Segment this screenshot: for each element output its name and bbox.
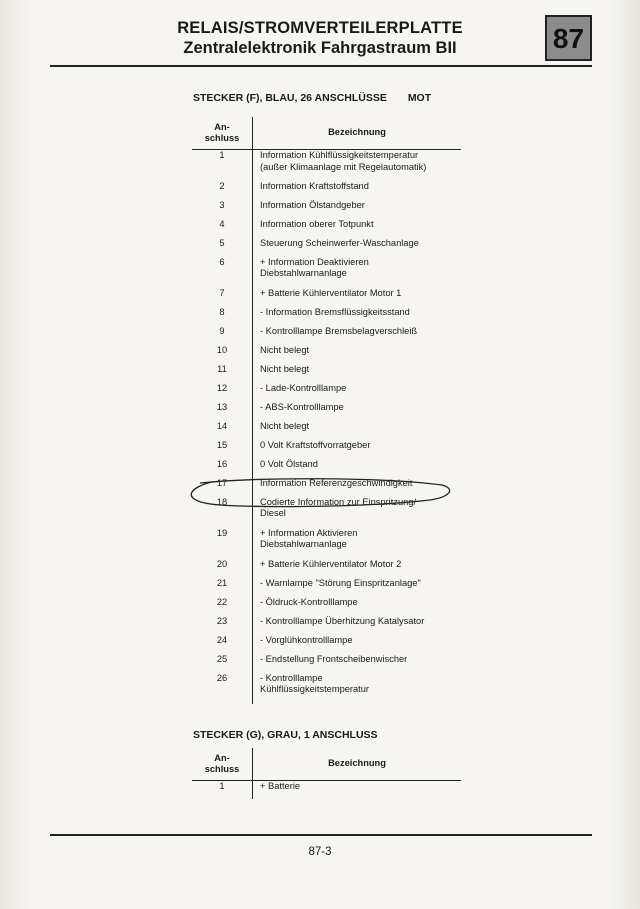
table-row xyxy=(192,257,461,288)
connection-number: 24 xyxy=(192,635,253,654)
connection-description: + Batterie Kühlerventilator Motor 2 xyxy=(260,558,402,569)
table-row xyxy=(192,181,461,200)
connection-number: 8 xyxy=(192,307,253,326)
connection-description: Information oberer Totpunkt xyxy=(260,218,374,229)
connection-description: - Information Bremsflüssigkeitsstand xyxy=(260,306,410,317)
table-row xyxy=(192,238,461,257)
table-row xyxy=(192,307,461,326)
connection-description: Codierte Information zur Einspritzung/ Diesel xyxy=(260,496,417,518)
table-row xyxy=(192,345,461,364)
connection-number: 23 xyxy=(192,616,253,635)
connection-number: 20 xyxy=(192,559,253,578)
table-row xyxy=(192,440,461,459)
table-row xyxy=(192,219,461,238)
connection-number: 18 xyxy=(192,497,253,528)
connection-description: - ABS-Kontrolllampe xyxy=(260,401,344,412)
connection-number: 7 xyxy=(192,288,253,307)
connection-description: Nicht belegt xyxy=(260,420,310,431)
table-row xyxy=(192,150,461,181)
connection-number: 1 xyxy=(192,781,253,800)
section-f-tag: MOT xyxy=(407,92,432,104)
connection-number: 21 xyxy=(192,578,253,597)
section-f-title xyxy=(193,92,431,104)
column-header-connection-label: An- schluss xyxy=(204,122,240,143)
table-row xyxy=(192,781,461,800)
table-row xyxy=(192,326,461,345)
table-row xyxy=(192,288,461,307)
connection-number: 2 xyxy=(192,181,253,200)
connection-number: 13 xyxy=(192,402,253,421)
connection-description: 0 Volt Kraftstoffvorratgeber xyxy=(260,439,371,450)
connection-description: Information Referenzgeschwindigkeit xyxy=(260,477,413,488)
connection-description: Steuerung Scheinwerfer-Waschanlage xyxy=(260,237,419,248)
connection-description: - Öldruck-Kontrolllampe xyxy=(260,596,358,607)
connector-f-rows xyxy=(192,150,461,704)
connection-description: Information Ölstandgeber xyxy=(260,199,365,210)
connection-number: 5 xyxy=(192,238,253,257)
connection-description: - Vorglühkontrolllampe xyxy=(260,634,353,645)
page-title: RELAIS/STROMVERTEILERPLATTE xyxy=(177,19,463,37)
column-header-connection xyxy=(192,117,253,150)
table-row xyxy=(192,673,461,704)
table-row xyxy=(192,459,461,478)
connection-number: 10 xyxy=(192,345,253,364)
connection-number: 6 xyxy=(192,257,253,288)
connection-description: 0 Volt Ölstand xyxy=(260,458,318,469)
connection-number: 17 xyxy=(192,478,253,497)
table-row xyxy=(192,578,461,597)
table-row xyxy=(192,616,461,635)
connection-number: 4 xyxy=(192,219,253,238)
section-f-heading: STECKER (F), BLAU, 26 ANSCHLÜSSE xyxy=(193,92,387,104)
table-row xyxy=(192,654,461,673)
connection-description: Nicht belegt xyxy=(260,363,310,374)
table-row xyxy=(192,421,461,440)
header-divider xyxy=(50,65,592,67)
table-row xyxy=(192,364,461,383)
footer-divider xyxy=(50,834,592,836)
connection-description: - Kontrolllampe Bremsbelagverschleiß xyxy=(260,325,418,336)
table-row xyxy=(192,528,461,559)
connection-number: 22 xyxy=(192,597,253,616)
column-header-description: Bezeichnung xyxy=(253,117,462,150)
connection-description: + Information Deaktivieren Diebstahlwarnanlage xyxy=(260,256,369,278)
table-row xyxy=(192,597,461,616)
connection-description: + Information Aktivieren Diebstahlwarnanlage xyxy=(260,527,358,549)
table-row xyxy=(192,635,461,654)
chapter-number-badge: 87 xyxy=(545,15,592,61)
table-row xyxy=(192,402,461,421)
connection-description: Information Kraftstoffstand xyxy=(260,180,369,191)
page-header xyxy=(0,0,640,70)
table-row xyxy=(192,200,461,219)
connector-g-table xyxy=(192,748,461,799)
connection-number: 19 xyxy=(192,528,253,559)
connection-description: + Batterie xyxy=(260,781,301,791)
connector-f-table xyxy=(192,117,461,704)
connection-description: - Kontrolllampe Überhitzung Katalysator xyxy=(260,615,425,626)
section-g-title: STECKER (G), GRAU, 1 ANSCHLUSS xyxy=(193,729,378,741)
table-row xyxy=(192,478,461,497)
connection-description: - Lade-Kontrolllampe xyxy=(260,382,347,393)
connection-number: 3 xyxy=(192,200,253,219)
connection-description: Nicht belegt xyxy=(260,344,310,355)
connection-description: - Warnlampe "Störung Einspritzanlage" xyxy=(260,577,421,588)
column-header-connection xyxy=(192,748,253,781)
connection-description: - Endstellung Frontscheibenwischer xyxy=(260,653,408,664)
connection-number: 25 xyxy=(192,654,253,673)
connection-number: 1 xyxy=(192,150,253,181)
column-header-connection-label: An- schluss xyxy=(204,753,240,774)
connection-number: 9 xyxy=(192,326,253,345)
connection-number: 16 xyxy=(192,459,253,478)
table-row xyxy=(192,559,461,578)
connection-number: 14 xyxy=(192,421,253,440)
connection-description: + Batterie Kühlerventilator Motor 1 xyxy=(260,287,402,298)
connection-number: 12 xyxy=(192,383,253,402)
page-subtitle: Zentralelektronik Fahrgastraum BII xyxy=(183,39,457,57)
connection-description: - Kontrolllampe Kühlflüssigkeitstemperatur xyxy=(260,672,370,694)
table-row xyxy=(192,383,461,402)
page-number: 87-3 xyxy=(308,846,332,858)
connection-number: 11 xyxy=(192,364,253,383)
connector-g-rows xyxy=(192,781,461,800)
column-header-description: Bezeichnung xyxy=(253,748,462,781)
connection-number: 26 xyxy=(192,673,253,704)
table-row xyxy=(192,497,461,528)
connection-description: Information Kühlflüssigkeitstemperatur (außer Klimaanlage mit Regelautomatik) xyxy=(260,150,427,172)
connection-number: 15 xyxy=(192,440,253,459)
